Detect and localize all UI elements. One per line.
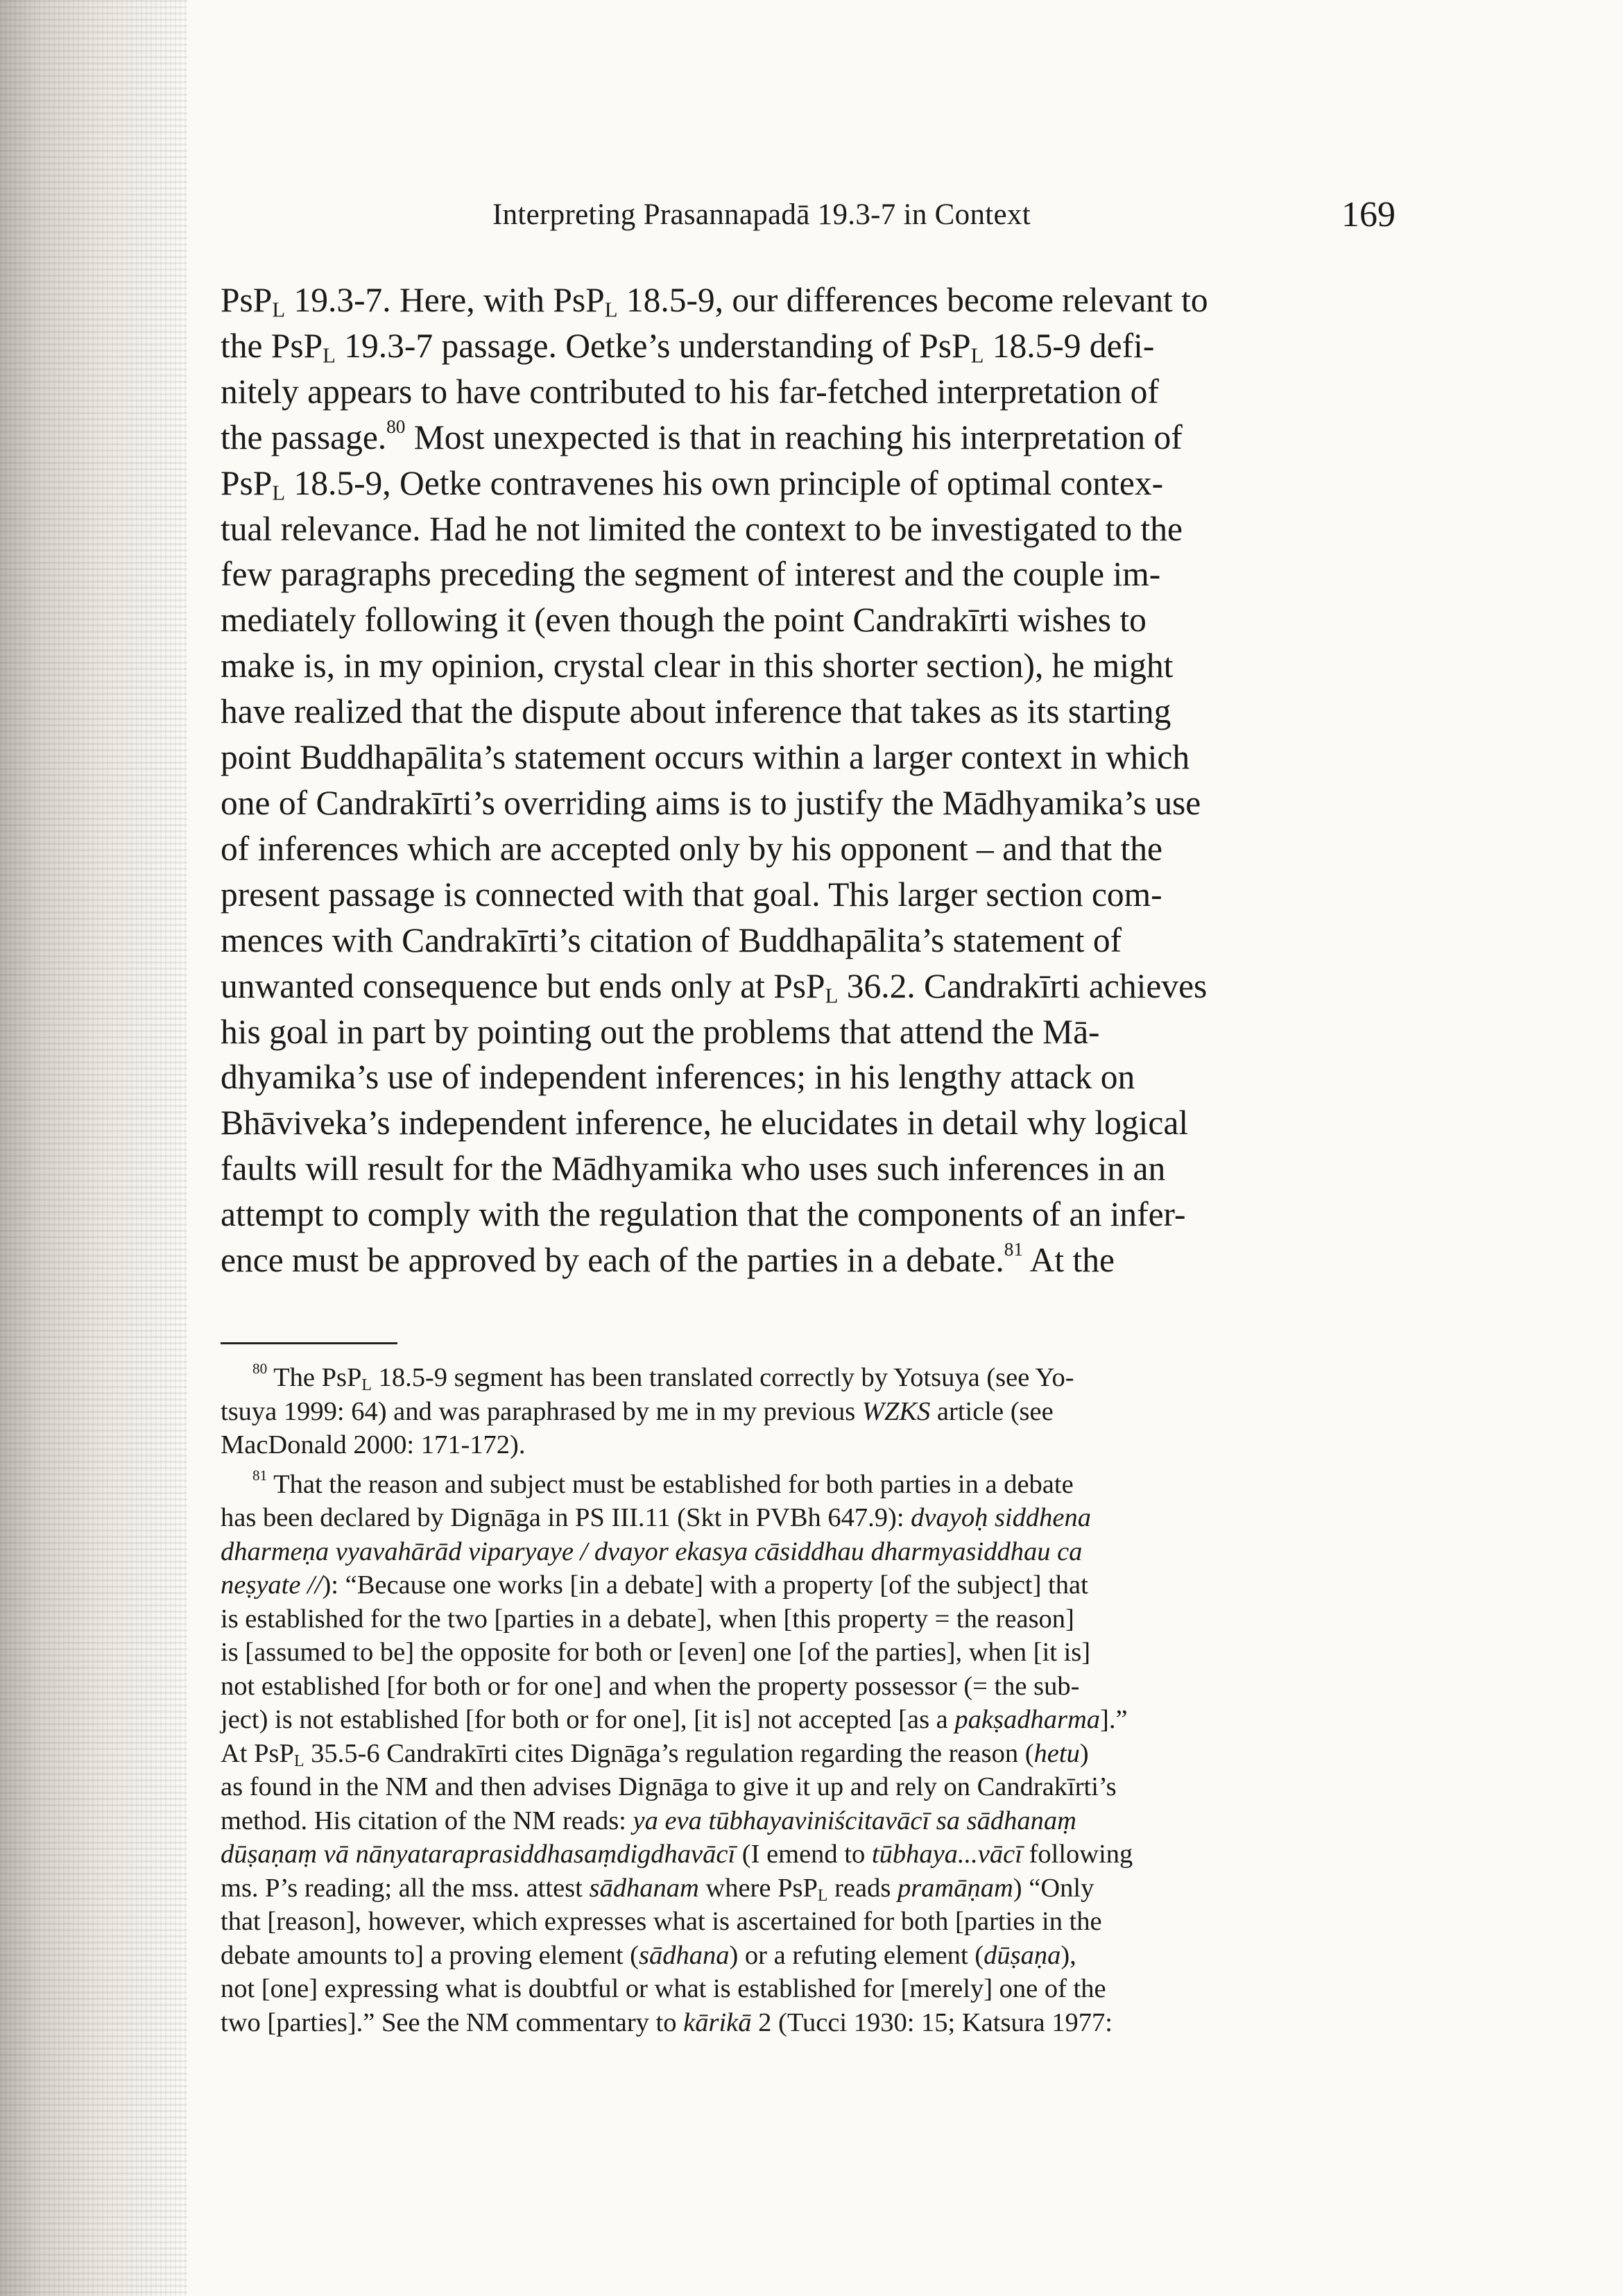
body-line: point Buddhapālita’s statement occurs within a larger context in which: [221, 738, 1190, 777]
footnote-line: $^{80}$ The PsP$_L$ 18.5-9 segment has been translated correctly by Yotsuya (see Yo-: [252, 1360, 1074, 1394]
footnote-line: tsuya 1999: 64) and was paraphrased by me in my previous WZKS article (see: [221, 1396, 1054, 1426]
footnote-line: not [one] expressing what is doubtful or what is established for [merely] one of the: [221, 1974, 1106, 2003]
body-line: PsP$_L$ 19.3-7. Here, with PsP$_L$ 18.5-9, our differences become relevant to: [221, 281, 1208, 322]
footnote-line: At PsP$_L$ 35.5-6 Candrakīrti cites Dignāga’s regulation regarding the reason (hetu): [221, 1738, 1089, 1770]
body-line: make is, in my opinion, crystal clear in this shorter section), he might: [221, 646, 1174, 685]
body-line: few paragraphs preceding the segment of interest and the couple im-: [221, 555, 1161, 594]
footnote-line: is established for the two [parties in a debate], when [this property = the reason]: [221, 1604, 1074, 1634]
body-line: his goal in part by pointing out the problems that attend the Mā-: [221, 1012, 1100, 1051]
body-line: attempt to comply with the regulation that the components of an infer-: [221, 1195, 1186, 1234]
body-line: unwanted consequence but ends only at PsP$_L$ 36.2. Candrakīrti achieves: [221, 966, 1208, 1008]
footnote-81: [221, 1468, 1397, 2040]
footnote-line: debate amounts to] a proving element (sādhana) or a refuting element (dūṣaṇa),: [221, 1940, 1076, 1970]
page-number: 169: [1341, 195, 1396, 234]
footnote-number: 80: [252, 1360, 268, 1378]
footnote-80: [221, 1361, 1397, 1462]
footnote-separator-rule: [221, 1342, 397, 1344]
body-line: mediately following it (even though the point Candrakīrti wishes to: [221, 601, 1147, 640]
body-line: have realized that the dispute about inference that takes as its starting: [221, 692, 1171, 731]
footnote-line: $^{81}$ That the reason and subject must be established for both parties in a debate: [252, 1466, 1074, 1499]
running-head: Interpreting Prasannapadā 19.3-7 in Context: [492, 198, 1031, 231]
footnote-line: method. His citation of the NM reads: ya eva tūbhayaviniścitavācī sa sādhanaṃ: [221, 1806, 1076, 1835]
footnote-line: has been declared by Dignāga in PS III.11 (Skt in PVBh 647.9): dvayoḥ siddhena: [221, 1503, 1091, 1532]
footnote-line: is [assumed to be] the opposite for both or [even] one [of the parties], when [it is]: [221, 1638, 1091, 1667]
footnote-line: dūṣaṇaṃ vā nānyataraprasiddhasaṃdigdhavācī (I emend to tūbhaya...vācī following: [221, 1840, 1133, 1869]
footnotes-block: [221, 1361, 1397, 2045]
footnote-line: dharmeṇa vyavahārād viparyaye / dvayor ekasya cāsiddhau dharmyasiddhau ca: [221, 1536, 1083, 1566]
footnote-line: that [reason], however, which expresses what is ascertained for both [parties in the: [221, 1907, 1102, 1936]
body-line: PsP$_L$ 18.5-9, Oetke contravenes his own principle of optimal contex-: [221, 463, 1164, 505]
footnote-line: not established [for both or for one] and when the property possessor (= the sub-: [221, 1671, 1080, 1701]
body-line: present passage is connected with that goal. This larger section com-: [221, 875, 1162, 914]
body-line: the passage.$^{80}$ Most unexpected is that in reaching his interpretation of: [221, 415, 1183, 456]
body-line: nitely appears to have contributed to his far-fetched interpretation of: [221, 372, 1159, 411]
body-line: of inferences which are accepted only by his opponent – and that the: [221, 829, 1163, 868]
footnote-line: ject) is not established [for both or for one], [it is] not accepted [as a pakṣadharma].”: [221, 1705, 1128, 1734]
footnote-line: as found in the NM and then advises Dignāga to give it up and rely on Candrakīrti’s: [221, 1772, 1117, 1801]
body-line: the PsP$_L$ 19.3-7 passage. Oetke’s understanding of PsP$_L$ 18.5-9 defi-: [221, 326, 1155, 368]
footnote-line: MacDonald 2000: 171-172).: [221, 1430, 526, 1459]
footnote-line: neṣyate //): “Because one works [in a debate] with a property [of the subject] that: [221, 1570, 1088, 1600]
body-line: Bhāviveka’s independent inference, he elucidates in detail why logical: [221, 1104, 1189, 1142]
footnote-line: two [parties].” See the NM commentary to kārikā 2 (Tucci 1930: 15; Katsura 1977:: [221, 2007, 1113, 2037]
footnote-line: ms. P’s reading; all the mss. attest sādhanam where PsP$_L$ reads pramāṇam) “Only: [221, 1873, 1094, 1905]
body-line: mences with Candrakīrti’s citation of Buddhapālita’s statement of: [221, 920, 1122, 959]
body-line: faults will result for the Mādhyamika who uses such inferences in an: [221, 1149, 1166, 1188]
body-line: dhyamika’s use of independent inferences; in his lengthy attack on: [221, 1058, 1135, 1097]
footnote-number: 81: [252, 1466, 268, 1484]
main-text-block: [221, 277, 1397, 1283]
body-line: one of Candrakīrti’s overriding aims is to justify the Mādhyamika’s use: [221, 783, 1201, 822]
body-line: tual relevance. Had he not limited the context to be investigated to the: [221, 509, 1183, 548]
body-line: ence must be approved by each of the parties in a debate.$^{81}$ At the: [221, 1238, 1115, 1280]
